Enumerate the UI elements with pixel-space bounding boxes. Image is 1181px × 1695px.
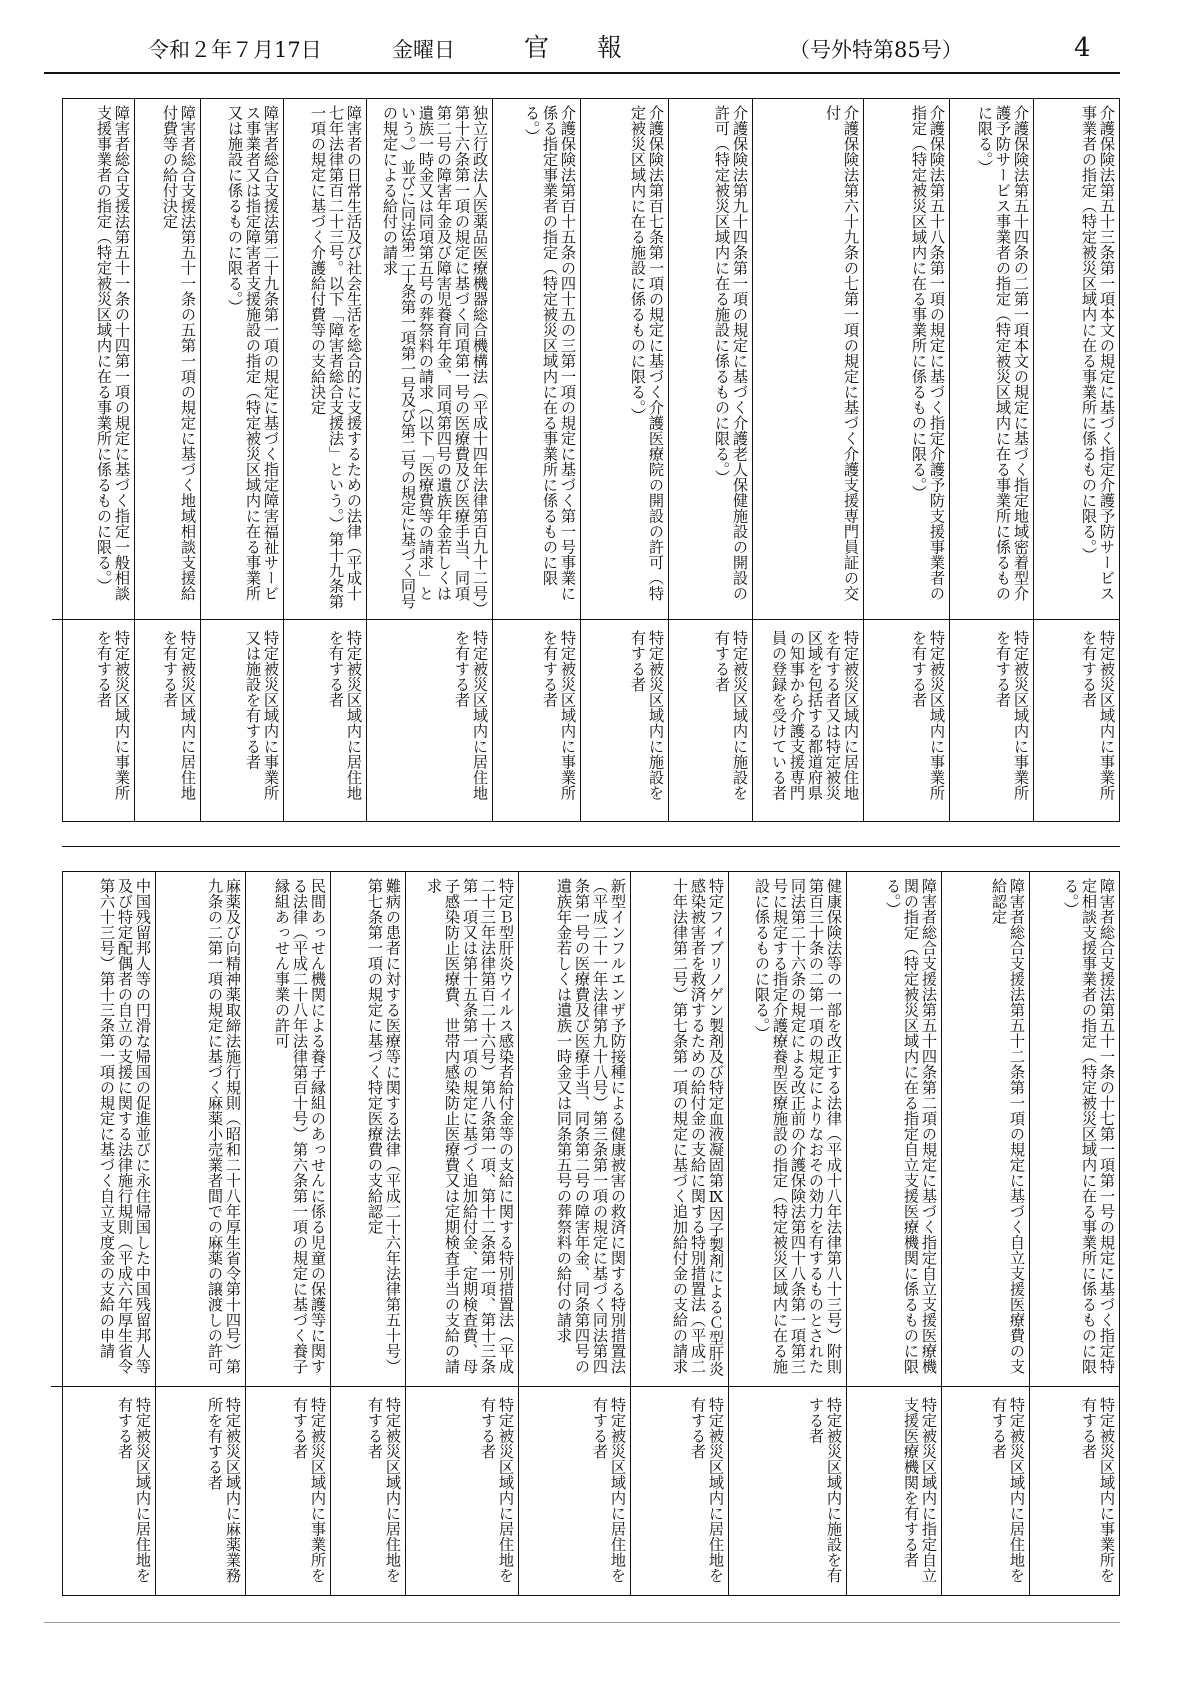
table-row xyxy=(518,872,630,1595)
procedure-cell: 特定フィブリノゲン製剤及び特定血液凝固第Ⅸ因子製剤によるＣ型肝炎感染被害者を救済するための給付金の支給に関する特別措置法（平成二十年法律第二号）第七条第一項の規定に基づく追加給付金の支給の請求 xyxy=(671,878,725,1377)
requirement-cell: 特定被災区域内に居住地を有する者 xyxy=(479,1397,515,1583)
table-row xyxy=(52,99,134,821)
gazette-title: 官報 xyxy=(524,33,671,62)
requirement-cell: 特定被災区域内に指定自立支援医療機関を有する者 xyxy=(902,1397,938,1583)
table-row xyxy=(728,872,846,1595)
section-separator xyxy=(62,846,1120,847)
procedure-cell: 介護保険法第五十四条の二第一項本文の規定に基づく指定地域密着型介護予防サービス事業者の指定（特定被災区域内に在る事業所に係るものに限る。） xyxy=(976,105,1030,601)
requirement-cell: 特定被災区域内に施設を有する者 xyxy=(713,630,749,801)
procedure-cell: 健康保険法等の一部を改正する法律（平成十八年法律第八十三号）附則第百三十条の二第一項の規定によりなおその効力を有するものとされた同法第二十六条の規定による改正前の介護保険法第四十八条第一項第三号に規定する指定介護療養型医療施設の指定（特定被災区域内に在る施設に係るものに限る。） xyxy=(753,878,843,1374)
procedure-cell: 介護保険法第九十四条第一項の規定に基づく介護老人保健施設の開設の許可（特定被災区域内に在る施設に係るものに限る。） xyxy=(713,105,749,601)
table-row xyxy=(330,872,405,1595)
table-row xyxy=(492,99,580,821)
table-row xyxy=(200,99,283,821)
requirement-cell: 特定被災区域内に居住地を有する者 xyxy=(116,1397,152,1583)
requirement-cell: 特定被災区域内に事業所を有する者 xyxy=(541,630,577,801)
table-row xyxy=(155,872,245,1595)
requirement-cell: 特定被災区域内に事業所を有する者 xyxy=(95,630,131,801)
procedure-cell: 新型インフルエンザ予防接種による健康被害の救済に関する特別措置法（平成二十一年法律第九十八号）第三条第一項の規定に基づく同法第四条第一号の医療費及び医療手当、同条第二号の障害年金、同条第四号の遺族年金若しくは遺族一時金又は同条第五号の葬祭料の給付の請求 xyxy=(555,878,627,1374)
requirement-cell: 特定被災区域内に施設を有する者 xyxy=(629,630,665,801)
page-number: 4 xyxy=(1074,33,1091,63)
requirement-cell: 特定被災区域内に居住地を有する者 xyxy=(327,630,363,801)
table-row xyxy=(134,99,200,821)
table-row xyxy=(51,872,155,1595)
table-row xyxy=(668,99,752,821)
footer-rule xyxy=(44,1622,1120,1623)
requirement-cell: 特定被災区域内に事業所を有する者 xyxy=(994,630,1030,801)
procedure-cell: 麻薬及び向精神薬取締法施行規則（昭和二十八年厚生省令第十四号）第九条の二第一項の規定に基づく麻薬小売業者間での麻薬の譲渡しの許可 xyxy=(206,878,242,1374)
procedure-cell: 介護保険法第百十五条の四十五の三第一項の規定に基づく第一号事業に係る指定事業者の指定（特定被災区域内に在る事業所に係るものに限る。） xyxy=(523,105,577,601)
top-table xyxy=(62,98,1120,822)
requirement-cell: 特定被災区域内に事業所を有する者 xyxy=(291,1397,327,1583)
requirement-cell: 特定被災区域内に事業所を有する者 xyxy=(1080,1397,1116,1583)
table-row xyxy=(846,872,941,1595)
procedure-cell: 民間あっせん機関による養子縁組のあっせんに係る児童の保護等に関する法律（平成二十八年法律第百十号）第六条第一項の規定に基づく養子縁組あっせん事業の許可 xyxy=(273,878,327,1374)
requirement-cell: 特定被災区域内に居住地を有する者 xyxy=(990,1397,1026,1583)
requirement-cell: 特定被災区域内に麻薬業務所を有する者 xyxy=(206,1397,242,1583)
procedure-cell: 障害者総合支援法第五十一条の十七第一項第一号の規定に基づく指定特定相談支援事業者の指定（特定被災区域内に在る事業所に係るものに限る。） xyxy=(1062,878,1116,1374)
table-row xyxy=(1033,99,1119,821)
procedure-cell: 介護保険法第五十三条第一項本文の規定に基づく指定介護予防サービス事業者の指定（特定被災区域内に在る事業所に係るものに限る。） xyxy=(1080,105,1116,601)
requirement-cell: 特定被災区域内に事業所を有する者 xyxy=(1080,630,1116,801)
table-row xyxy=(405,872,518,1595)
table-row xyxy=(630,872,728,1595)
requirement-cell: 特定被災区域内に居住地を有する者 xyxy=(591,1397,627,1583)
requirement-cell: 特定被災区域内に居住地を有する者 xyxy=(689,1397,725,1583)
page-header xyxy=(44,32,1124,68)
procedure-cell: 難病の患者に対する医療等に関する法律（平成二十六年法律第五十号）第七条第一項の規定に基づく特定医療費の支給認定 xyxy=(366,878,402,1374)
procedure-cell: 介護保険法第百七条第一項の規定に基づく介護医療院の開設の許可（特定被災区域内に在る施設に係るものに限る。） xyxy=(629,105,665,601)
table-row xyxy=(941,872,1029,1595)
issue-date: 令和２年７月17日 xyxy=(148,38,322,62)
requirement-cell: 特定被災区域内に居住地を有する者 xyxy=(453,630,489,801)
procedure-cell: 介護保険法第六十九条の七第一項の規定に基づく介護支援専門員証の交付 xyxy=(824,105,860,601)
table-row xyxy=(949,99,1033,821)
procedure-cell: 独立行政法人医薬品医療機器総合機構法（平成十四年法律第百九十二号）第十六条第一項の規定に基づく同項第一号の医療費及び医療手当、同項第二号の障害年金及び障害児養育年金、同項第四号の遺族年金若しくは遺族一時金又は同項第五号の葬祭料の請求（以下「医療費等の請求」という。）並びに同法第二十条第一項第一号及び第二号の規定に基づく同号の規定による給付の請求 xyxy=(381,105,489,609)
table-row xyxy=(245,872,330,1595)
procedure-cell: 障害者総合支援法第五十四条第二項の規定に基づく指定自立支援医療機関の指定（特定被災区域内に在る指定自立支援医療機関に係るものに限る。） xyxy=(884,878,938,1374)
requirement-cell: 特定被災区域内に居住地を有する者又は特定被災区域を包括する都道府県の知事から介護支援専門員の登録を受けている者 xyxy=(770,630,860,801)
procedure-cell: 障害者の日常生活及び社会生活を総合的に支援するための法律（平成十七年法律第百二十三号。以下「障害者総合支援法」という。）第十九条第一項の規定に基づく介護給付費等の支給決定 xyxy=(309,105,363,609)
procedure-cell: 特定Ｂ型肝炎ウイルス感染者給付金等の支給に関する特別措置法（平成二十三年法律第百二十六号）第八条第一項、第十二条第一項、第十三条第一項又は第十五条第一項の規定に基づく追加給付金、定期検査費、母子感染防止医療費、世帯内感染防止医療費又は定期検査手当の支給の請求 xyxy=(425,878,515,1374)
header-rule xyxy=(44,72,1120,74)
table-row xyxy=(752,99,863,821)
procedure-cell: 障害者総合支援法第五十一条の五第一項の規定に基づく地域相談支援給付費等の給付決定 xyxy=(161,105,197,601)
table-row xyxy=(1029,872,1119,1595)
requirement-cell: 特定被災区域内に施設を有する者 xyxy=(807,1397,843,1583)
procedure-cell: 障害者総合支援法第五十二条第一項の規定に基づく自立支援医療費の支給認定 xyxy=(990,878,1026,1374)
bottom-table xyxy=(62,871,1120,1596)
table-row xyxy=(580,99,668,821)
procedure-cell: 中国残留邦人等の円滑な帰国の促進並びに永住帰国した中国残留邦人等及び特定配偶者の自立の支援に関する法律施行規則（平成六年厚生省令第六十三号）第十三条第一項の規定に基づく自立支度金の支給の申請 xyxy=(98,878,152,1374)
requirement-cell: 特定被災区域内に居住地を有する者 xyxy=(161,630,197,801)
table-row xyxy=(366,99,492,821)
requirement-cell: 特定被災区域内に事業所又は施設を有する者 xyxy=(244,630,280,801)
issue-weekday: 金曜日 xyxy=(392,38,455,62)
table-row xyxy=(283,99,366,821)
table-row xyxy=(863,99,949,821)
requirement-cell: 特定被災区域内に居住地を有する者 xyxy=(366,1397,402,1583)
procedure-cell: 介護保険法第五十八条第一項の規定に基づく指定介護予防支援事業者の指定（特定被災区域内に在る事業所に係るものに限る。） xyxy=(910,105,946,601)
procedure-cell: 障害者総合支援法第二十九条第一項の規定に基づく指定障害福祉サービス事業者又は指定障害者支援施設の指定（特定被災区域内に在る事業所又は施設に係るものに限る。） xyxy=(226,105,280,601)
procedure-cell: 障害者総合支援法第五十一条の十四第一項の規定に基づく指定一般相談支援事業者の指定（特定被災区域内に在る事業所に係るものに限る。） xyxy=(95,105,131,601)
issue-number: （号外特第85号） xyxy=(789,38,963,62)
requirement-cell: 特定被災区域内に事業所を有する者 xyxy=(910,630,946,801)
